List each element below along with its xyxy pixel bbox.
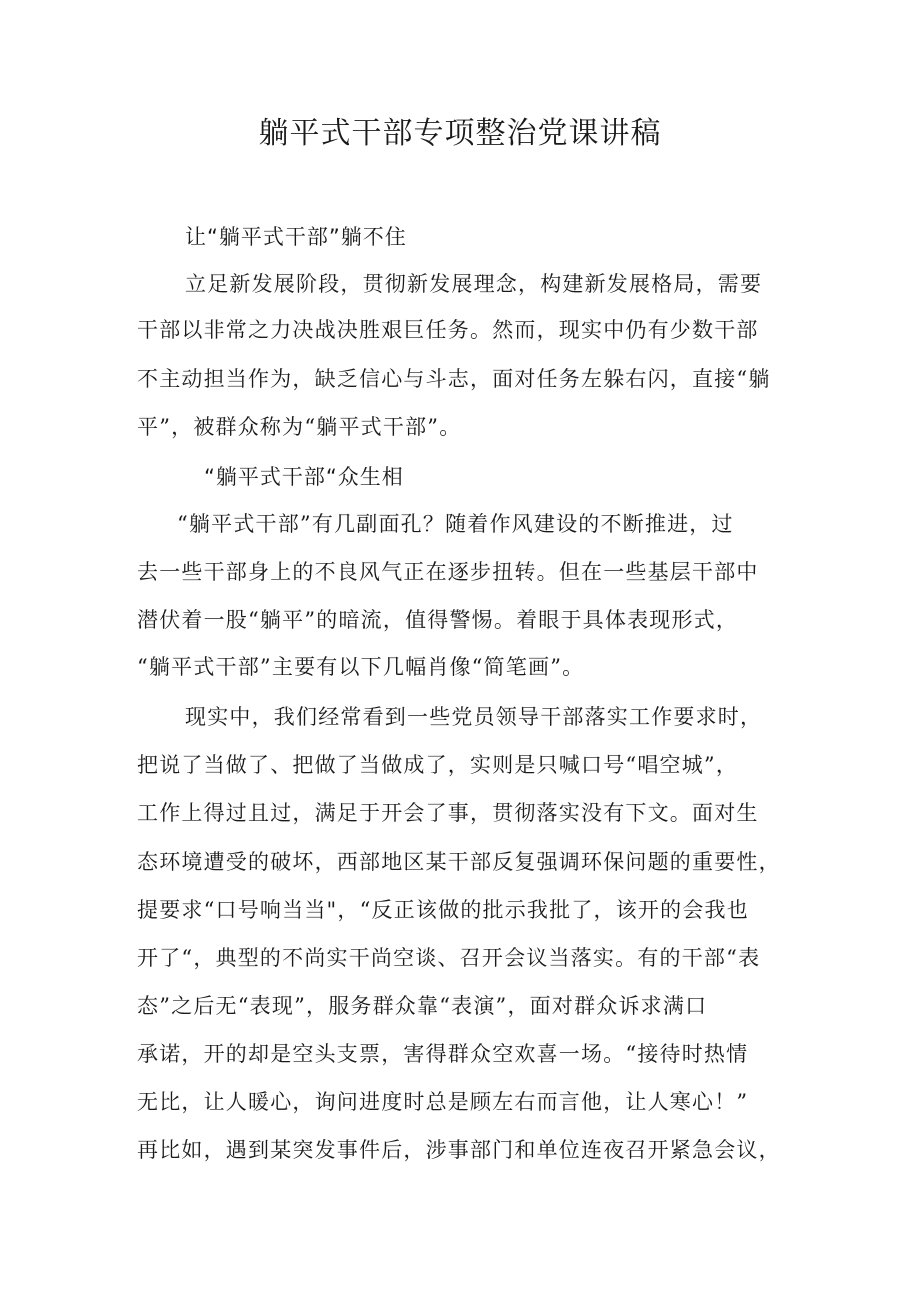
text-line: 现实中，我们经常看到一些党员领导干部落实工作要求时， — [185, 705, 763, 729]
text-line: 无比，让人暖心，询问进度时总是顾左右而言他，让人寒心！” — [137, 1090, 749, 1114]
text-line: 再比如，遇到某突发事件后，涉事部门和单位连夜召开紧急会议， — [137, 1138, 781, 1162]
section-heading: 让“躺平式干部”躺不住 — [185, 225, 407, 249]
text-line: 开了“，典型的不尚实干尚空谈、召开会议当落实。有的干部“表 — [137, 946, 761, 970]
text-line: 承诺，开的却是空头支票，害得群众空欢喜一场。“接待时热情 — [137, 1042, 749, 1066]
text-line: 立足新发展阶段，贯彻新发展理念，构建新发展格局，需要 — [185, 272, 763, 296]
text-line: 去一些干部身上的不良风气正在逐步扭转。但在一些基层干部中 — [137, 560, 759, 584]
text-line: “躺平式干部”主要有以下几幅肖像“简笔画”。 — [137, 655, 585, 679]
section-heading: “躺平式干部“众生相 — [204, 465, 404, 489]
text-line: “躺平式干部”有几副面孔？随着作风建设的不断推进，过 — [177, 512, 734, 536]
text-line: 把说了当做了、把做了当做成了，实则是只喊口号“唱空城”， — [137, 753, 739, 777]
text-line: 提要求“口号响当当"，“反正该做的批示我批了，该开的会我也 — [137, 898, 749, 922]
text-line: 潜伏着一股“躺平”的暗流，值得警惕。着眼于具体表现形式， — [137, 608, 739, 632]
text-line: 平”，被群众称为“躺平式干部”。 — [137, 415, 462, 439]
text-line: 干部以非常之力决战决胜艰巨任务。然而，现实中仍有少数干部 — [137, 318, 759, 342]
text-line: 态”之后无“表现”，服务群众靠“表演”，面对群众诉求满口 — [137, 994, 708, 1018]
document-title: 躺平式干部专项整治党课讲稿 — [258, 116, 662, 151]
text-line: 态环境遭受的破坏，西部地区某干部反复强调环保问题的重要性， — [137, 850, 781, 874]
text-line: 不主动担当作为，缺乏信心与斗志，面对任务左躲右闪，直接“躺 — [137, 367, 771, 391]
text-line: 工作上得过且过，满足于开会了事，贯彻落实没有下文。面对生 — [137, 801, 759, 825]
